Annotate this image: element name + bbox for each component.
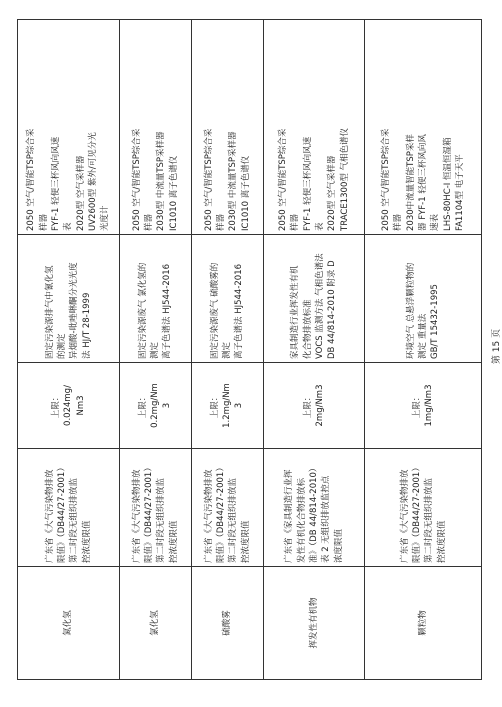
text-line: 化合物排放标准 xyxy=(302,299,313,359)
text-line: FYF-1 轻便三杯风向风速 xyxy=(302,136,313,231)
method-cell xyxy=(365,235,482,363)
text-line: 固定污染源废气 硫酸雾的 xyxy=(209,262,220,359)
text-line: 样器 xyxy=(215,213,226,231)
text-line: 第二时段无组织排放监 xyxy=(69,477,80,563)
limit-cell xyxy=(263,363,365,449)
text-line: 的测定 xyxy=(57,333,68,359)
text-line: 2020型 空气采样器 xyxy=(75,155,86,231)
pollutant-cell: 硫酸雾 xyxy=(191,567,263,680)
text-line: 控浓度限值 xyxy=(168,520,179,563)
text-line: 广东省《家具制造行业挥 xyxy=(284,469,295,563)
limit-cell xyxy=(119,363,191,449)
text-line: 控浓度限值 xyxy=(436,520,447,563)
text-line: 样器 xyxy=(393,213,404,231)
text-line: 异烟酸-吡唑啉酮分光光度 xyxy=(69,262,80,359)
text-line: IC1010 离子色谱仪 xyxy=(240,155,251,231)
text-line: 2050 空气/智能TSP综合采 xyxy=(203,128,214,231)
text-line: 限值》（DB44/27-2001） xyxy=(411,463,422,563)
text-line: FYF-1 轻便三杯风向风速 xyxy=(50,136,61,231)
method-cell xyxy=(191,235,263,363)
text-line: 2050 空气/智能TSP综合采 xyxy=(381,128,392,231)
equipment-cell xyxy=(18,20,120,235)
text-line: IC1010 离子色谱仪 xyxy=(168,155,179,231)
pollutant-cell: 颗粒物 xyxy=(365,567,482,680)
limit-cell xyxy=(18,363,120,449)
text-line: 第二时段无组织排放监 xyxy=(228,477,239,563)
pollutant-cell: 氯化氢 xyxy=(119,567,191,680)
table-row xyxy=(263,20,365,680)
text-line: 上限： xyxy=(50,392,61,419)
text-line: TRACE1300型 气相色谱仪 xyxy=(339,127,350,231)
text-line: 1.2mg/Nm xyxy=(222,383,233,428)
standard-cell xyxy=(191,449,263,567)
standard-cell xyxy=(263,449,365,567)
standard-cell xyxy=(119,449,191,567)
text-line: 限值》（DB44/27-2001） xyxy=(143,463,154,563)
text-line: 2050 空气/智能TSP综合采 xyxy=(278,128,289,231)
table-row xyxy=(119,20,191,680)
text-line: 法 HJ/T 28-1999 xyxy=(81,292,92,359)
limit-cell xyxy=(191,363,263,449)
standard-cell xyxy=(18,449,120,567)
method-cell xyxy=(263,235,365,363)
text-line: 限值》（DB44/27-2001） xyxy=(57,463,68,563)
text-line: 第二时段无组织排放监 xyxy=(424,477,435,563)
text-line: 2030中流量智能TSP采样 xyxy=(405,134,416,231)
text-line: 上限： xyxy=(209,392,220,419)
table-row xyxy=(365,20,482,680)
text-line: 环境空气 总悬浮颗粒物的 xyxy=(405,262,416,359)
text-line: 测定 xyxy=(222,341,233,359)
text-line: 1mg/Nm3 xyxy=(424,384,435,427)
text-line: 固定污染源排气中氰化氢 xyxy=(44,265,55,359)
text-line: 测定 重量法 xyxy=(418,313,429,359)
text-line: 上限： xyxy=(137,392,148,419)
pollutant-cell: 氮化氢 xyxy=(18,567,120,680)
equipment-cell xyxy=(191,20,263,235)
text-line: 表 2 无组织排放监控点 xyxy=(321,475,332,563)
text-line: LHS-80HC-I 恒温恒湿箱 xyxy=(442,137,453,231)
text-line: 3 xyxy=(234,402,245,409)
equipment-cell xyxy=(119,20,191,235)
text-line: 广东省《大气污染物排放 xyxy=(131,469,142,563)
text-line: 2050 空气/智能TSP综合采 xyxy=(26,128,37,231)
text-line: 固定污染源废气 氯化氢的 xyxy=(137,262,148,359)
text-line: DB 44/814-2010 附录 D xyxy=(327,260,338,359)
text-line: 上限： xyxy=(411,392,422,419)
text-line: 家具制造行业挥发性有机 xyxy=(290,265,301,359)
pollutant-cell: 挥发性有机物 xyxy=(263,567,365,680)
text-line: 准》（DB 44/814-2010） xyxy=(308,463,319,563)
text-line: GB/T 15432-1995 xyxy=(430,284,441,359)
text-line: 速表 xyxy=(430,213,441,231)
text-line: 测定 xyxy=(150,341,161,359)
text-line: 表 xyxy=(315,222,326,231)
text-line: 离子色谱法 HJ544-2016 xyxy=(234,263,245,359)
equipment-cell xyxy=(263,20,365,235)
text-line: 样器 xyxy=(290,213,301,231)
text-line: 控浓度限值 xyxy=(81,520,92,563)
equipment-cell xyxy=(365,20,482,235)
text-line: 控浓度限值 xyxy=(240,520,251,563)
text-line: 样器 xyxy=(143,213,154,231)
text-line: 2020型 空气采样器 xyxy=(327,155,338,231)
text-line: VOCS 监测方法 气相色谱法 xyxy=(315,253,326,359)
limit-cell xyxy=(365,363,482,449)
text-line: 0.2mg/Nm xyxy=(150,383,161,428)
text-line: 离子色谱法 HJ544-2016 xyxy=(162,263,173,359)
page-number: 第 15 页 xyxy=(492,328,502,365)
text-line: 2mg/Nm3 xyxy=(315,384,326,427)
text-line: 2050 空气/智能TSP综合采 xyxy=(131,128,142,231)
table-row xyxy=(18,20,120,680)
table-row xyxy=(191,20,263,680)
text-line: Nm3 xyxy=(75,395,86,416)
method-cell xyxy=(18,235,120,363)
text-line: 限值》（DB44/27-2001） xyxy=(215,463,226,563)
text-line: 表 xyxy=(63,222,74,231)
standard-cell xyxy=(365,449,482,567)
text-line: 广东省《大气污染物排放 xyxy=(399,469,410,563)
text-line: 广东省《大气污染物排放 xyxy=(44,469,55,563)
text-line: 广东省《大气污染物排放 xyxy=(203,469,214,563)
text-line: 0.024mg/ xyxy=(63,385,74,426)
text-line: 3 xyxy=(162,402,173,409)
text-line: FA1104型 电子天平 xyxy=(455,154,465,231)
text-line: 浓度限值 xyxy=(333,528,344,563)
text-line: 发性有机化合物排放标 xyxy=(296,477,307,563)
text-line: 样器 xyxy=(38,213,49,231)
text-line: 器 FYF-1 轻便三杯风向风 xyxy=(418,134,429,231)
text-line: UV2600型 紫外/可见分光 xyxy=(87,132,98,231)
method-cell xyxy=(119,235,191,363)
text-line: 2030型 中流量TSP采样器 xyxy=(228,131,239,231)
text-line: 2030型 中流量TSP采样器 xyxy=(156,131,167,231)
text-line: 上限： xyxy=(302,392,313,419)
monitoring-table xyxy=(17,19,482,680)
monitoring-table-rotated xyxy=(17,20,482,680)
text-line: 第二时段无组织排放监 xyxy=(156,477,167,563)
text-line: 光度计 xyxy=(100,205,111,231)
